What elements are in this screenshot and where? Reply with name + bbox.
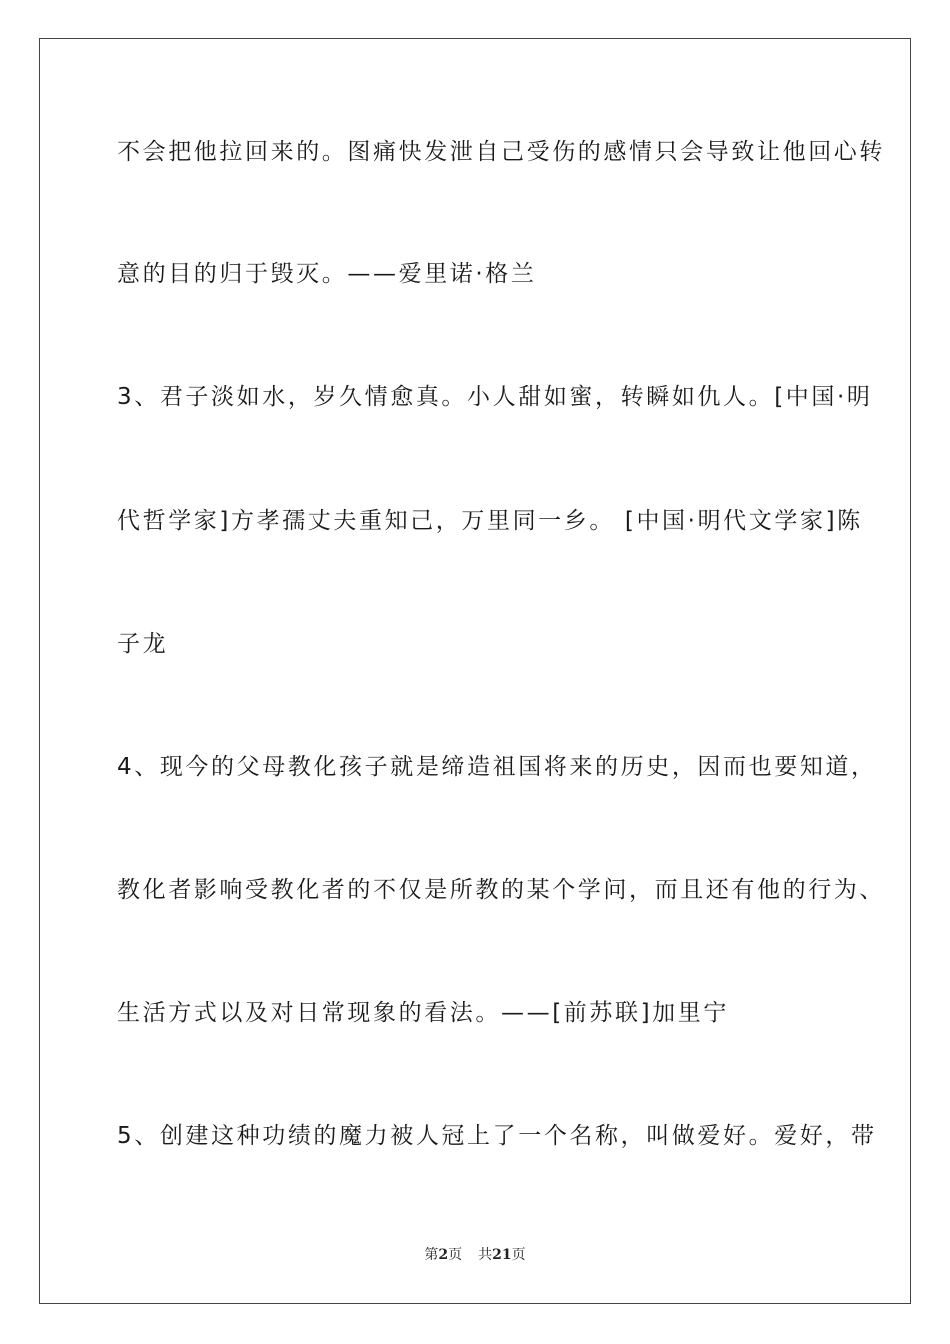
page-suffix: 页: [448, 1247, 463, 1263]
total-suffix: 页: [511, 1247, 526, 1263]
page-prefix: 第: [424, 1247, 439, 1263]
text-line-1: 不会把他拉回来的。图痛快发泄自己受伤的感情只会导致让他回心转: [117, 139, 885, 165]
total-pages: 21: [492, 1247, 512, 1263]
text-line-7: 教化者影响受教化者的不仅是所教的某个学问，而且还有他的行为、: [117, 877, 885, 903]
text-line-4: 代哲学家]方孝孺丈夫重知己，万里同一乡。 [中国·明代文学家]陈: [117, 508, 863, 534]
page-number: 2: [438, 1247, 449, 1263]
text-line-9: 5、创建这种功绩的魔力被人冠上了一个名称，叫做爱好。爱好，带: [117, 1123, 877, 1149]
page-footer: [0, 1246, 950, 1264]
text-line-2: 意的目的归于毁灭。——爱里诺·格兰: [117, 261, 537, 287]
text-line-5: 子龙: [117, 631, 169, 657]
text-line-3: 3、君子淡如水，岁久情愈真。小人甜如蜜，转瞬如仇人。[中国·明: [117, 384, 873, 410]
text-line-8: 生活方式以及对日常现象的看法。——[前苏联]加里宁: [117, 1000, 729, 1026]
page-border: [39, 38, 911, 1304]
total-prefix: 共: [478, 1247, 493, 1263]
text-line-6: 4、现今的父母教化孩子就是缔造祖国将来的历史，因而也要知道，: [117, 754, 877, 780]
